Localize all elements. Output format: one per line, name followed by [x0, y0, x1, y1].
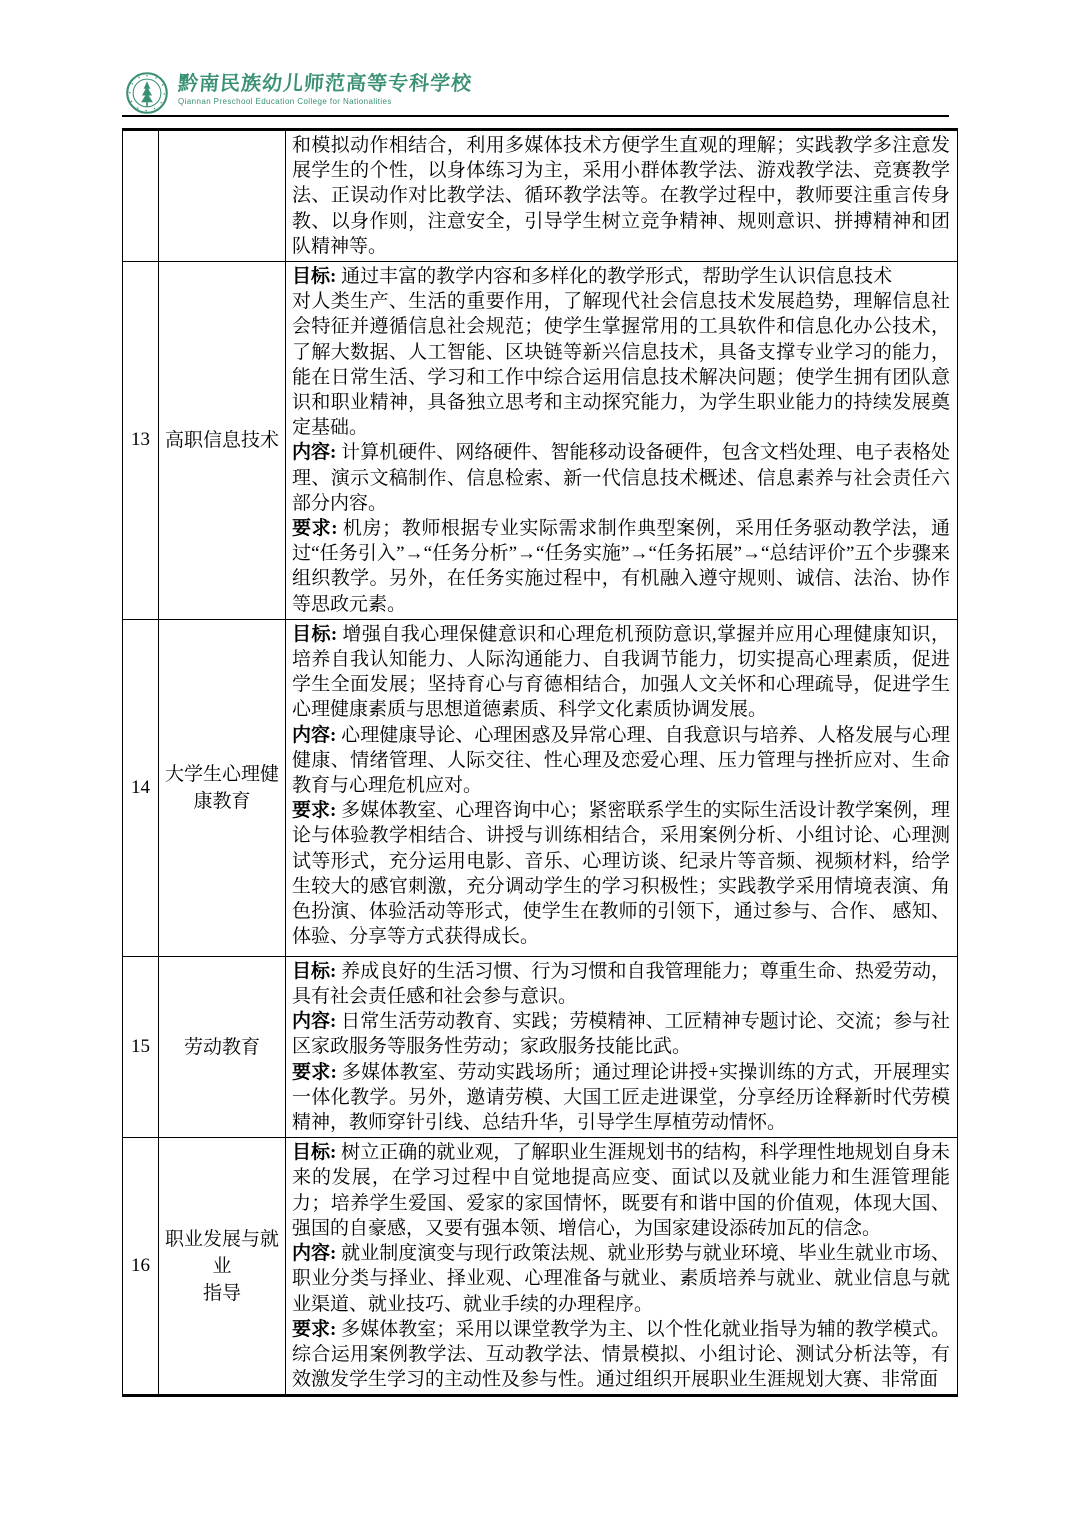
section-label: 目标:: [292, 266, 337, 288]
course-description: [286, 956, 958, 1137]
description-paragraph: 内容: 计算机硬件、网络硬件、智能移动设备硬件，包含文档处理、电子表格处理、演示文稿制作、信息检索、新一代信息技术概述、信息素养与社会责任六部分内容。: [292, 442, 950, 514]
description-paragraph: 对人类生产、生活的重要作用，了解现代社会信息技术发展趋势，理解信息社会特征并遵循信息社会规范；使学生掌握常用的工具软件和信息化办公技术，了解大数据、人工智能、区块链等新兴信息技术，具备支撑专业学习的能力，能在日常生活、学习和工作中综合运用信息技术解决问题；使学生拥有团队意识和职业精神，具备独立思考和主动探究能力，为学生职业能力的持续发展奠定基础。: [292, 291, 950, 439]
course-description: [286, 619, 958, 956]
course-name: [159, 956, 286, 1137]
section-label: 要求:: [292, 1318, 337, 1340]
section-label: 内容:: [292, 1243, 337, 1265]
row-number: [123, 130, 159, 262]
section-label: 要求:: [292, 518, 338, 540]
course-description: [286, 1138, 958, 1396]
course-name-line: 高职信息技术: [164, 429, 279, 451]
course-name: [159, 130, 286, 262]
course-name: [159, 1138, 286, 1396]
section-label: 要求:: [292, 1061, 337, 1083]
description-paragraph: 目标: 增强自我心理保健意识和心理危机预防意识,掌握并应用心理健康知识，培养自我认知能力、人际沟通能力、自我调节能力，切实提高心理素质，促进学生全面发展；坚持育心与育德相结合，加强人文关怀和心理疏导，促进学生心理健康素质与思想道德素质、科学文化素质协调发展。: [292, 623, 951, 721]
section-label: 目标:: [292, 1142, 337, 1164]
description-paragraph: 内容: 日常生活劳动教育、实践；劳模精神、工匠精神专题讨论、交流；参与社区家政服务等服务性劳动；家政服务技能比武。: [292, 1011, 950, 1058]
row-number: 13: [123, 262, 159, 620]
college-emblem-icon: [126, 72, 168, 114]
college-name-zh: 黔南民族幼儿师范高等专科学校: [177, 73, 473, 95]
section-label: 要求:: [292, 800, 337, 822]
course-description: [286, 262, 958, 620]
college-logo: [126, 72, 472, 114]
row-number: 14: [123, 619, 159, 956]
table-row: [123, 956, 958, 1137]
course-name-line: 大学生心理健康教育: [164, 763, 279, 812]
header-divider: [122, 115, 949, 117]
description-paragraph: 目标: 树立正确的就业观，了解职业生涯规划书的结构，科学理性地规划自身未来的发展，在学习过程中自觉地提高应变、面试以及就业能力和生涯管理能力；培养学生爱国、爱家的家国情怀，既要有和谐中国的价值观，体现大国、强国的自豪感，又要有强本领、增信心，为国家建设添砖加瓦的信念。: [292, 1142, 950, 1239]
section-label: 目标:: [292, 960, 337, 982]
table-row: [123, 262, 958, 620]
table-row: [123, 1138, 958, 1396]
page-header: [122, 70, 957, 128]
description-paragraph: 目标: 通过丰富的教学内容和多样化的教学形式，帮助学生认识信息技术: [292, 266, 893, 288]
description-paragraph: 要求: 多媒体教室、劳动实践场所；通过理论讲授+实操训练的方式，开展理实一体化教学。另外，邀请劳模、大国工匠走进课堂，分享经历诠释新时代劳模精神，教师穿针引线、总结升华，引导学生厚植劳动情怀。: [292, 1061, 951, 1134]
description-paragraph: 目标: 养成良好的生活习惯、行为习惯和自我管理能力；尊重生命、热爱劳动，具有社会责任感和社会参与意识。: [292, 960, 950, 1008]
course-name-line: 职业发展与就业: [164, 1228, 279, 1277]
course-name-line: 劳动教育: [183, 1036, 260, 1058]
section-label: 内容:: [292, 442, 337, 464]
section-label: 目标:: [292, 623, 338, 645]
description-paragraph: 内容: 就业制度演变与现行政策法规、就业形势与就业环境、毕业生就业市场、职业分类与择业、择业观、心理准备与就业、素质培养与就业、就业信息与就业渠道、就业技巧、就业手续的办理程序。: [292, 1243, 950, 1315]
row-number: 15: [123, 956, 159, 1137]
description-paragraph: 要求: 多媒体教室、心理咨询中心；紧密联系学生的实际生活设计教学案例，理论与体验教学相结合、讲授与训练相结合，采用案例分析、小组讨论、心理测试等形式，充分运用电影、音乐、心理访谈、纪录片等音频、视频材料，给学生较大的感官刺激，充分调动学生的学习积极性；实践教学采用情境表演、角色扮演、体验活动等形式，使学生在教师的引领下，通过参与、合作、 感知、体验、分享等方式获得成长。: [292, 800, 950, 948]
row-number: 16: [123, 1138, 159, 1396]
course-name-line: 指导: [202, 1282, 241, 1304]
table-row: [123, 619, 958, 956]
description-paragraph: 内容: 心理健康导论、心理困惑及异常心理、自我意识与培养、人格发展与心理健康、情绪管理、人际交往、性心理及恋爱心理、压力管理与挫折应对、生命教育与心理危机应对。: [292, 724, 950, 797]
description-paragraph: 要求: 机房；教师根据专业实际需求制作典型案例，采用任务驱动教学法，通过“任务引入”→“任务分析”→“任务实施”→“任务拓展”→“总结评价”五个步骤来组织教学。另外，在任务实施过程中，有机融入遵守规则、诚信、法治、协作等思政元素。: [292, 518, 950, 615]
course-description: [286, 130, 958, 262]
course-name: [159, 262, 286, 620]
course-table: [122, 128, 958, 1397]
description-paragraph: 和模拟动作相结合，利用多媒体技术方便学生直观的理解；实践教学多注意发展学生的个性，以身体练习为主，采用小群体教学法、游戏教学法、竞赛教学法、正误动作对比教学法、循环教学法等。在教学过程中，教师要注重言传身教、以身作则，注意安全，引导学生树立竞争精神、规则意识、拼搏精神和团队精神等。: [292, 135, 950, 257]
description-paragraph: 要求: 多媒体教室；采用以课堂教学为主、以个性化就业指导为辅的教学模式。综合运用案例教学法、互动教学法、情景模拟、小组讨论、测试分析法等，有效激发学生学习的主动性及参与性。通过组织开展职业生涯规划大赛、非常面: [292, 1318, 950, 1391]
course-table-body: [123, 130, 958, 1396]
college-name-en: Qiannan Preschool Education College for Nationalities: [178, 97, 392, 106]
table-row: [123, 130, 958, 262]
course-name: [159, 619, 286, 956]
section-label: 内容:: [292, 1011, 337, 1033]
section-label: 内容:: [292, 724, 337, 746]
